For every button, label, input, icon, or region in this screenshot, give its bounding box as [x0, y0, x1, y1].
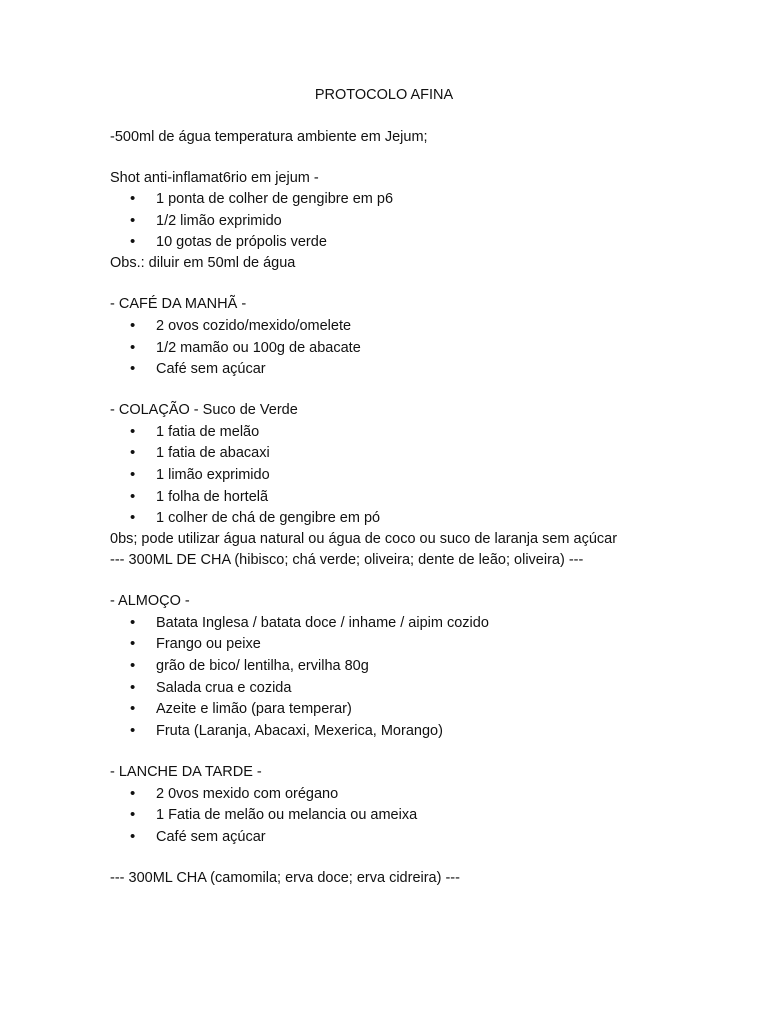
list-item-text: Batata Inglesa / batata doce / inhame / aipim cozido — [156, 615, 489, 631]
list-item — [130, 805, 417, 825]
bullet-icon: • — [130, 785, 136, 802]
breakfast-heading: - CAFÉ DA MANHÃ - — [110, 296, 247, 312]
list-item — [130, 721, 443, 741]
list-item-text: 1/2 limão exprimido — [156, 213, 282, 229]
list-item — [130, 487, 268, 507]
snack-heading: - LANCHE DA TARDE - — [110, 764, 262, 780]
bullet-icon: • — [130, 509, 136, 526]
bullet-icon: • — [130, 317, 136, 334]
list-item-text: Fruta (Laranja, Abacaxi, Mexerica, Morango) — [156, 723, 443, 739]
bullet-icon: • — [130, 700, 136, 717]
list-item-text: 2 0vos mexido com orégano — [156, 786, 339, 802]
list-item — [130, 189, 393, 209]
list-item-text: 1 fatia de abacaxi — [156, 445, 270, 461]
document-title: PROTOCOLO AFINA — [314, 87, 454, 103]
bullet-icon: • — [130, 614, 136, 631]
bullet-icon: • — [130, 233, 136, 250]
colacao-heading: - COLAÇÃO - Suco de Verde — [110, 402, 298, 418]
list-item — [130, 784, 338, 804]
list-item — [130, 338, 361, 358]
list-item — [130, 827, 266, 847]
list-item — [130, 232, 327, 252]
list-item-text: 10 gotas de própolis verde — [156, 234, 327, 250]
list-item — [130, 634, 261, 654]
colacao-tea: --- 300ML DE CHA (hibisco; chá verde; oliveira; dente de leão; oliveira) --- — [110, 552, 584, 568]
shot-heading: Shot anti-inflamat6rio em jejum - — [110, 170, 319, 186]
list-item — [130, 656, 369, 676]
bullet-icon: • — [130, 828, 136, 845]
list-item — [130, 211, 282, 231]
list-item — [130, 465, 270, 485]
bullet-icon: • — [130, 190, 136, 207]
list-item — [130, 422, 259, 442]
bullet-icon: • — [130, 635, 136, 652]
list-item — [130, 613, 489, 633]
list-item-text: Frango ou peixe — [156, 636, 261, 652]
list-item-text: grão de bico/ lentilha, ervilha 80g — [156, 658, 369, 674]
final-tea: --- 300ML CHA (camomila; erva doce; erva cidreira) --- — [110, 870, 460, 886]
list-item-text: Café sem açúcar — [156, 361, 266, 377]
list-item-text: 1/2 mamão ou 100g de abacate — [156, 340, 361, 356]
list-item — [130, 359, 266, 379]
bullet-icon: • — [130, 657, 136, 674]
bullet-icon: • — [130, 444, 136, 461]
list-item-text: Café sem açúcar — [156, 829, 266, 845]
list-item-text: 1 Fatia de melão ou melancia ou ameixa — [156, 807, 418, 823]
list-item — [130, 678, 291, 698]
list-item-text: 1 ponta de colher de gengibre em p6 — [156, 191, 394, 207]
list-item-text: Salada crua e cozida — [156, 680, 292, 696]
list-item-text: 2 ovos cozido/mexido/omelete — [156, 318, 352, 334]
list-item — [130, 508, 380, 528]
list-item-text: Azeite e limão (para temperar) — [156, 701, 352, 717]
bullet-icon: • — [130, 212, 136, 229]
colacao-note: 0bs; pode utilizar água natural ou água de coco ou suco de laranja sem açúcar — [110, 531, 618, 547]
list-item-text: 1 limão exprimido — [156, 467, 270, 483]
bullet-icon: • — [130, 339, 136, 356]
lunch-heading: - ALMOÇO - — [110, 593, 190, 609]
bullet-icon: • — [130, 360, 136, 377]
bullet-icon: • — [130, 423, 136, 440]
list-item — [130, 699, 352, 719]
bullet-icon: • — [130, 466, 136, 483]
bullet-icon: • — [130, 722, 136, 739]
list-item — [130, 316, 351, 336]
list-item — [130, 443, 270, 463]
list-item-text: 1 colher de chá de gengibre em pó — [156, 510, 381, 526]
list-item-text: 1 fatia de melão — [156, 424, 260, 440]
water-instruction: -500ml de água temperatura ambiente em Jejum; — [110, 129, 428, 145]
bullet-icon: • — [130, 488, 136, 505]
shot-note: Obs.: diluir em 50ml de água — [110, 255, 296, 271]
bullet-icon: • — [130, 679, 136, 696]
bullet-icon: • — [130, 806, 136, 823]
list-item-text: 1 folha de hortelã — [156, 489, 269, 505]
